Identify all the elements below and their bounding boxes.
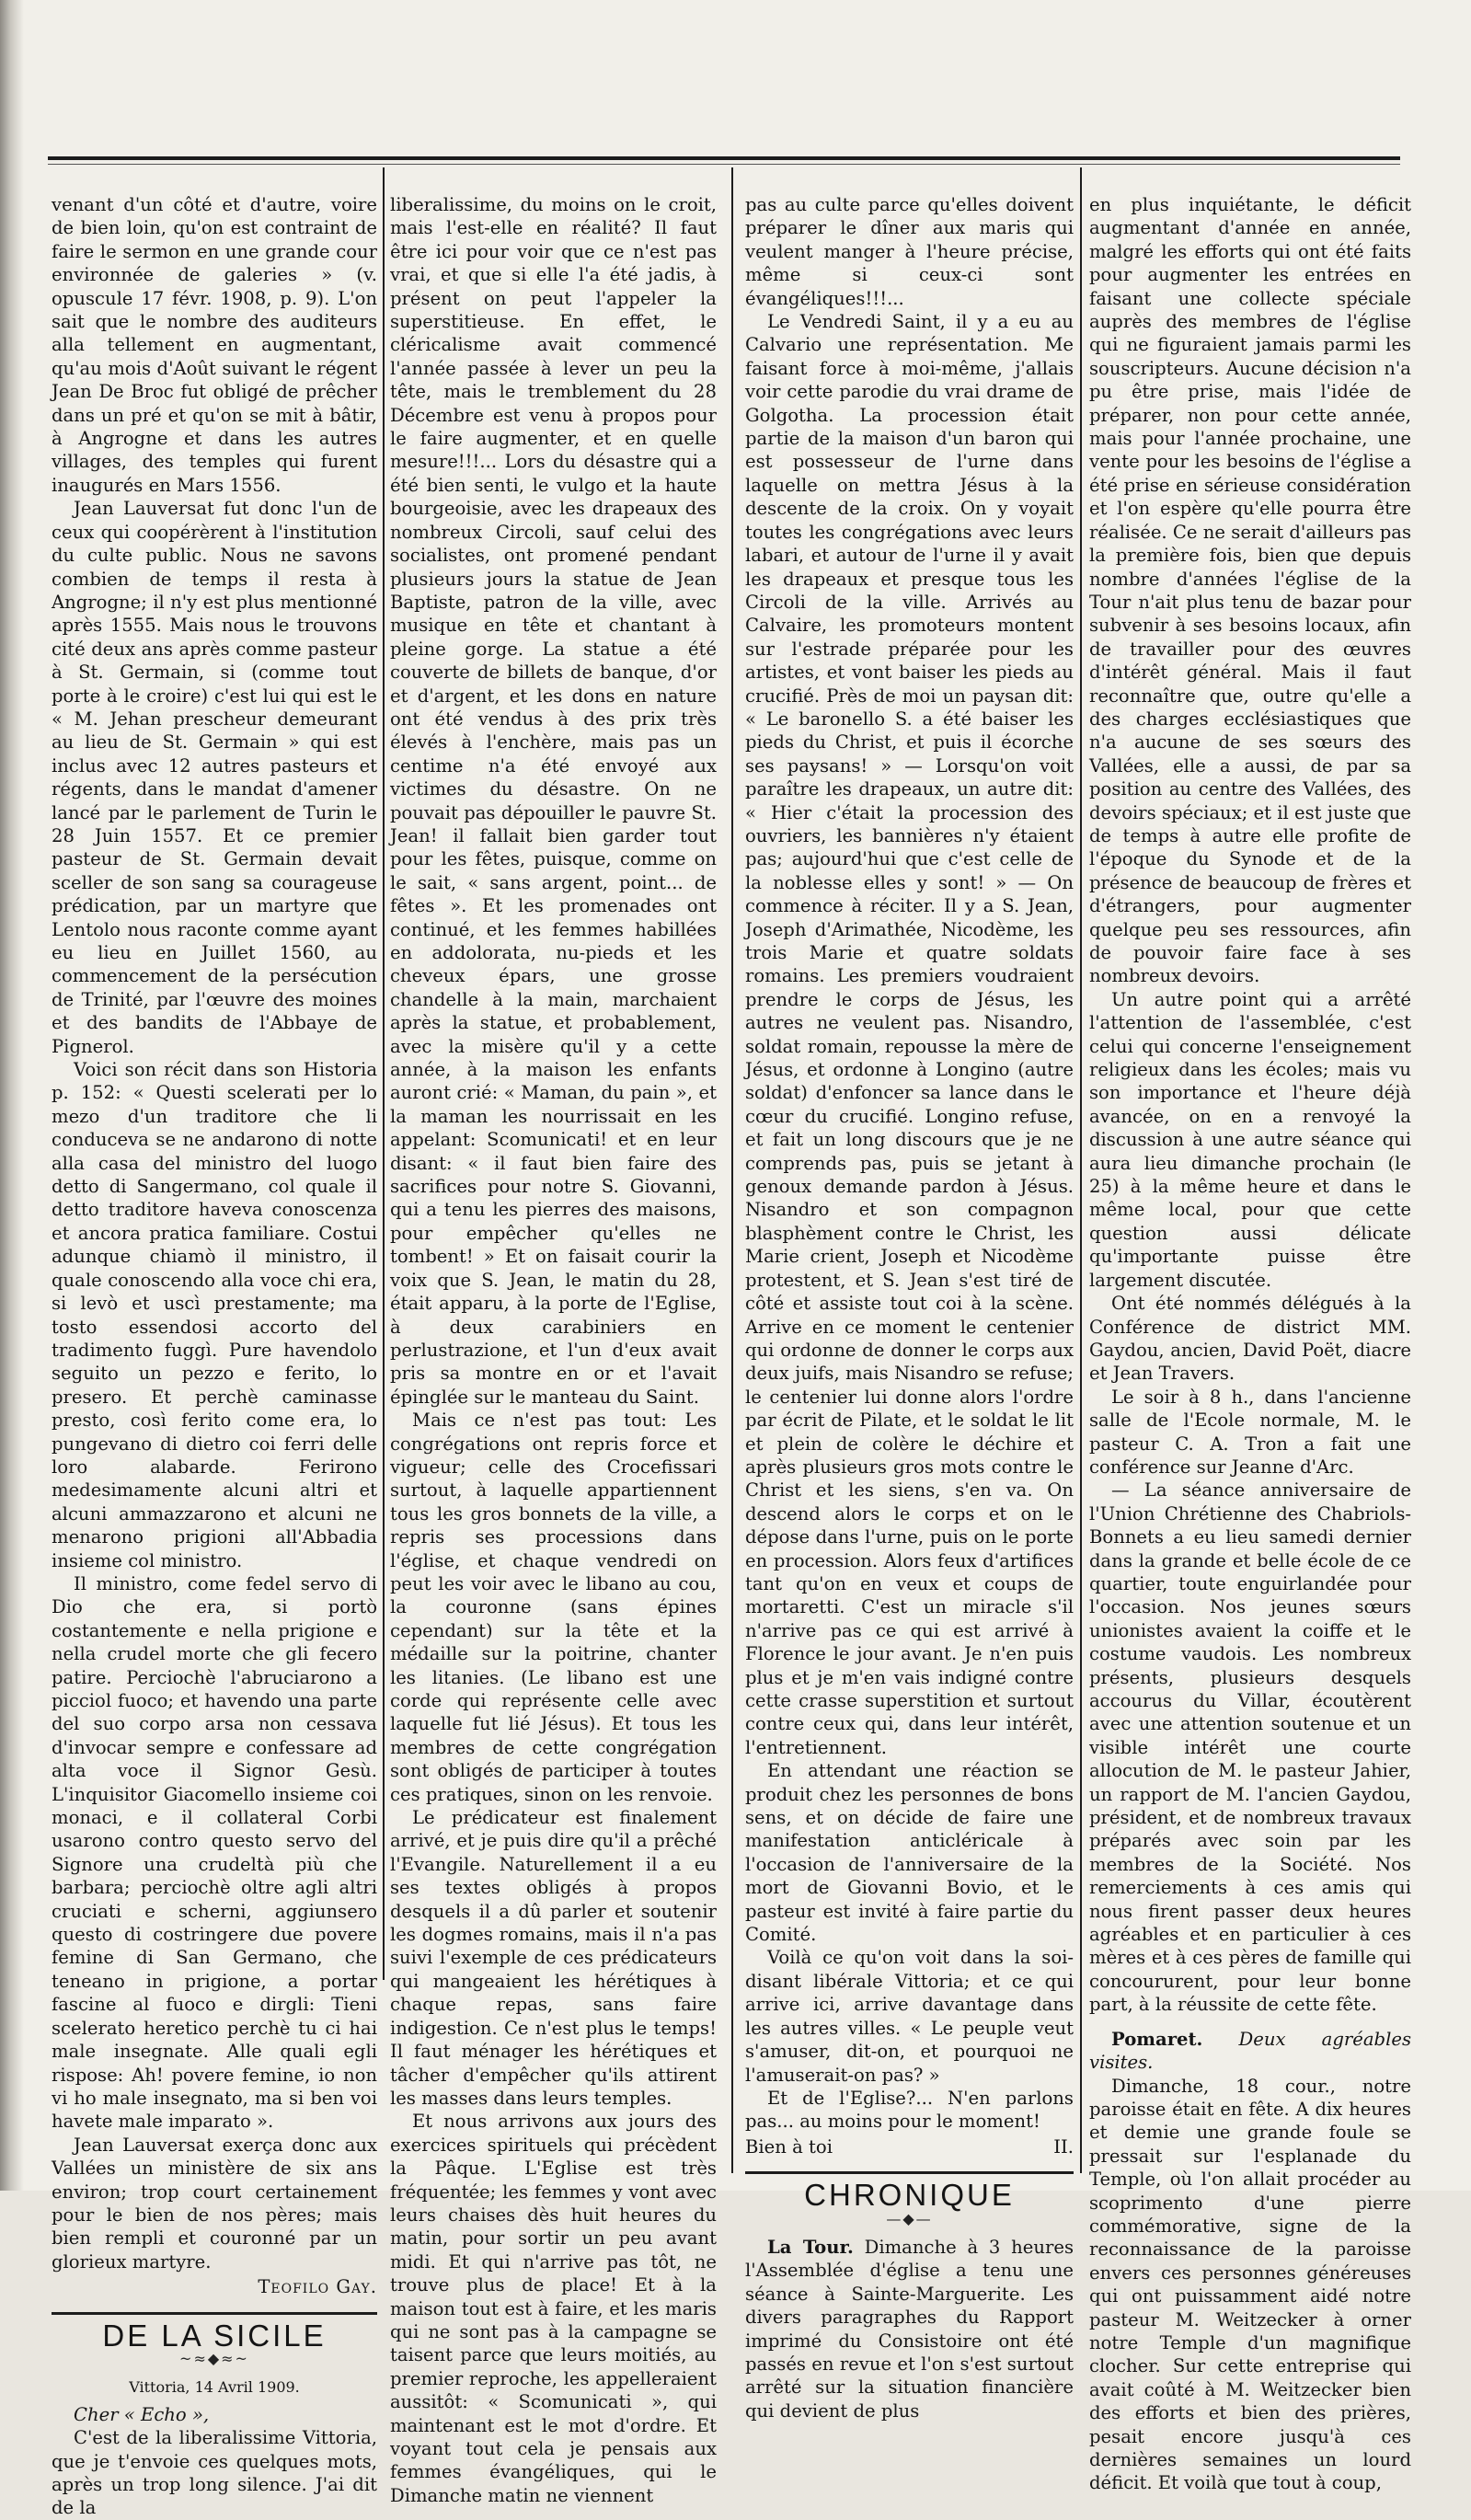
dateline: Vittoria, 14 Avril 1909. (129, 2378, 300, 2397)
news-item-lead: Pomaret. (1111, 2028, 1203, 2050)
article-paragraph: Et de l'Eglise?... N'en parlons pas... au moins pour le moment! (745, 2087, 1074, 2133)
page-edge-shadow (0, 0, 24, 2191)
news-item-subtitle: Deux agréables visites. (1089, 2028, 1412, 2074)
section-title-chronique: CHRONIQUE (804, 2178, 1015, 2213)
article-paragraph: Le Vendredi Saint, il y a eu au Calvario une représentation. Me faisant force à moi-même, j'allais voir cette parodie du vrai drame de Golgotha. La procession était partie de la maison d'un baron qui est possesseur de l'urne dans laquelle on mettra Jésus à la descente de la croix. On y voyait toutes les congrégations avec leurs labari, et autour de l'urne il y avait les drapeaux et presque tous les Circoli de la ville. Arrivés au Calvaire, les promoteurs montent sur l'estrade préparée pour les artistes, et vont baiser les pieds au crucifié. Près de moi un paysan dit: « Le baronello S. a été baiser les pieds du Christ, et puis il écorche ses paysans! » — Lorsqu'on voit paraître les drapeaux, un autre dit: « Hier c'était la procession des ouvriers, les bannières n'y étaient pas; aujourd'hui que c'est celle de la noblesse elles y sont! » — On commence à réciter. Il y a S. Jean, Joseph d'Arimathée, Nicodème, les trois Marie et quatre soldats romains. Les premiers voudraient prendre le corps de Jésus, les autres ne veulent pas. Nisandro, soldat romain, repousse la mère de Jésus, et ordonne à Longino (autre soldat) d'enfoncer sa lance dans le cœur du crucifié. Longino refuse, et fait un long discours que je ne comprends pas, puis se jetant à genoux demande pardon à Jésus. Nisandro et son compagnon blasphèment contre le Christ, les Marie crient, Joseph et Nicodème protestent, et S. Jean s'est tiré de côté et assiste tout coi à la scène. Arrive en ce moment le centenier qui ordonne de donner le corps aux deux juifs, mais Nisandro se refuse; le centenier lui donne alors l'ordre par écrit de Pilate, et le soldat le lit et plein de colère le déchire et après plusieurs gros mots contre le Christ et les siens, s'en va. On descend alors le corps et on le dépose dans l'urne, puis on le porte en procession. Alors feux d'artifices tant qu'on en veux et coups de mortaretti. C'est un miracle s'il n'arrive pas ce qui est arrivé à Florence le jour avant. Je n'en puis plus et je m'en vais indigné contre cette crasse superstition et surtout contre ceux qui, dans leur intérêt, l'entretiennent. (745, 311, 1074, 1758)
letter-salutation: Cher « Echo », (74, 2403, 210, 2425)
title-flourish: —◆— (886, 2209, 933, 2227)
article-paragraph: — La séance anniversaire de l'Union Chrétienne des Chabriols-Bonnets a eu lieu samedi dernier dans la grande et belle école de ce quartier, toute enguirlandée pour l'occasion. Nos jeunes sœurs unionistes avaient la coiffe et le costume vaudois. Les nombreux présents, plusieurs desquels accourus du Villar, écoutèrent avec une attention soutenue et un visible intérêt une courte allocution de M. le pasteur Jahier, un rapport de M. l'ancien Gaydou, président, et de nombreux travaux préparés avec soin par les membres de la Société. Nos remerciements à ces amis qui nous firent passer deux heures agréables et en particulier à ces mères et à ces pères de famille qui concoururent, pour leur bonne part, à la réussite de cette fête. (1089, 1479, 1411, 2016)
title-flourish: ~≈◆≈~ (179, 2349, 249, 2367)
article-paragraph: Mais ce n'est pas tout: Les congrégations ont repris force et vigueur; celle des Crocefissari surtout, à laquelle appartiennent tous les gros bonnets de la ville, a repris ses processions dans l'église, et chaque vendredi on peut les voir avec le libano au cou, la couronne (sans épines cependant) sur la tête et la médaille sur la poitrine, chanter les litanies. (Le libano est une corde qui représente celle avec laquelle fut lié Jésus). Et tous les membres de cette congrégation sont obligés de participer à toutes ces pratiques, sinon on les renvoie. (390, 1410, 717, 1805)
article-paragraph: Voilà ce qu'on voit dans la soi-disant libérale Vittoria; et ce qui arrive ici, arrive davantage dans les autres villes. « Le peuple veut s'amuser, dit-on, et pourquoi ne l'amuserait-on pas? » (745, 1947, 1074, 2086)
article-paragraph: pas au culte parce qu'elles doivent préparer le dîner aux maris qui veulent manger à l'heure précise, même si ceux-ci sont évangéliques!!!... (745, 194, 1074, 309)
article-paragraph: Le soir à 8 h., dans l'ancienne salle de l'Ecole normale, M. le pasteur C. A. Tron a fait une conférence sur Jeanne d'Arc. (1089, 1386, 1411, 1478)
article-paragraph: Dimanche, 18 cour., notre paroisse était en fête. A dix heures et demie une grande foule se pressait sur l'esplanade du Temple, où l'on allait procéder au scoprimento d'une pierre commémorative, signe de la reconnaissance de la paroisse envers ces personnes généreuses qui ont puissamment aidé notre pasteur M. Weitzecker à orner notre Temple d'un magnifique clocher. Sur cette entreprise qui avait coûté à M. Weitzecker bien des efforts et bien des prières, pesait encore jusqu'à ces dernières semaines un lourd déficit. Et voilà que tout à coup, (1089, 2075, 1411, 2494)
section-title-sicile: DE LA SICILE (102, 2318, 327, 2353)
article-paragraph: Jean Lauversat exerça donc aux Vallées un ministère de six ans environ; trop court certainement pour le bien de nos pères; mais bien rempli et couronné par un glorieux martyre. (52, 2134, 377, 2273)
signoff-greeting: Bien à toi (745, 2135, 833, 2158)
article-paragraph: Il ministro, come fedel servo di Dio che era, si portò costantemente e nella prigione e nella crudel morte che gli fecero patire. Perciochè l'abruciarono a picciol fuoco; et havendo una parte del suo corpo arsa non cessava d'invocar sempre e confessare ad alta voce il Signor Gesù. L'inquisitor Giacomello insieme coi monaci, e il collateral Corbi usarono contro questo servo del Signore una crudeltà più che barbara; perciochè oltre agli altri cruciati e scherni, aggiunsero questo di costringere due povere femine di San Germano, che teneano in prigione, a portar fascine al fuoco e dirgli: Tieni scelerato heretico perchè tu ci hai male insegnate. Alle quali egli rispose: Ah! povere femine, io non vi ho male insegnato, ma si ben voi havete male imparato ». (52, 1572, 377, 2133)
news-item-pomaret (1089, 2028, 1411, 2075)
article-paragraph: venant d'un côté et d'autre, voire de bien loin, qu'on est contraint de faire le sermon en une grande cour environnée de galeries » (v. opuscule 17 févr. 1908, p. 9). L'on sait que le nombre des auditeurs alla tellement en augmentant, qu'au mois d'Août suivant le régent Jean De Broc fut obligé de prêcher dans un pré et qu'on se mit à bâtir, à Angrogne et dans les autres villages, des temples qui furent inaugurés en Mars 1556. (52, 194, 377, 496)
column-divider-3 (1080, 167, 1082, 2173)
article-paragraph: en plus inquiétante, le déficit augmentant d'année en année, malgré les efforts qui ont été faits pour augmenter les entrées en faisant une collecte spéciale auprès des membres de l'église qui ne figuraient jamais parmi les souscripteurs. Aucune décision n'a pu être prise, mais l'idée de préparer, non pour cette année, mais pour l'année prochaine, une vente pour les besoins de l'église a été prise en sérieuse considération et l'on espère qu'elle pourra être réalisée. Ce ne serait d'ailleurs pas la première fois, bien que depuis nombre d'années l'église de la Tour n'ait plus tenu de bazar pour subvenir à ses besoins locaux, afin de travailler pour des œuvres d'intérêt général. Mais il faut reconnaître que, outre qu'elle a des charges ecclésiastiques que n'a aucune de ses sœurs des Vallées, elle a aussi, de par sa position au centre des Vallées, des devoirs spéciaux; et il est juste que de temps à autre elle profite de l'époque du Synode et de la présence de beaucoup de frères et d'étrangers, pour augmenter quelque peu ses ressources, afin de pouvoir faire face à ses nombreux devoirs. (1089, 194, 1411, 987)
article-paragraph: Le prédicateur est finalement arrivé, et je puis dire qu'il a prêché l'Evangile. Naturellement il a eu ses textes obligés à propos desquels il a dû parler et soutenir les dogmes romains, mais il n'a pas suivi l'exemple de ces prédicateurs qui mangeaient les hérétiques à chaque repas, sans faire indigestion. Ce n'est plus le temps! Il faut ménager les hérétiques et tâcher d'empêcher qu'ils attirent les masses dans leurs temples. (390, 1807, 717, 2109)
header-rule-thin (48, 164, 1400, 165)
news-item-text: Dimanche à 3 heures l'Assemblée d'église a tenu une séance à Sainte-Marguerite. Les divers paragraphes du Rapport imprimé du Consistoire ont été passés en revue et l'on s'est surtout arrêté sur la situation financière qui devient de plus (745, 2236, 1074, 2422)
article-paragraph: Et nous arrivons aux jours des exercices spirituels qui précèdent la Pâque. L'Eglise est très fréquentée; les femmes y vont avec leurs chaises dès huit heures du matin, pour sortir un peu avant midi. Et qui n'arrive pas tôt, ne trouve plus de place! Et à la maison tout est à faire, et les maris qui ne sont pas à la campagne se taisent parce que leurs moitiés, au premier reproche, les appelleraient aussitôt: « Scomunicati », qui maintenant est le mot d'ordre. Et voyant tout cela je pensais aux femmes évangéliques, qui le Dimanche matin ne viennent (390, 2111, 717, 2506)
section-separator (52, 2312, 377, 2315)
article-signature: Teofilo Gay. (258, 2276, 377, 2298)
signoff-initials: II. (1053, 2135, 1074, 2158)
header-rule (48, 156, 1400, 160)
article-paragraph: liberalissime, du moins on le croit, mais l'est-elle en réalité? Il faut être ici pour voir que ce n'est pas vrai, et que si elle l'a été jadis, à présent on peut l'appeler la superstitieuse. En effet, le cléricalisme avait commencé l'année passée à lever un peu la tête, mais le tremblement du 28 Décembre est venu à propos pour le faire augmenter, et en quelle mesure!!!... Lors du désastre qui a été bien senti, le vulgo et la haute bourgeoisie, avec les drapeaux des nombreux Circoli, sauf celui des socialistes, ont promené pendant plusieurs jours la statue de Jean Baptiste, patron de la ville, avec musique en tête et chantant à pleine gorge. La statue a été couverte de billets de banque, d'or et d'argent, et les dons en nature ont été vendus à des prix très élevés à l'enchère, mais pas un centime n'a été envoyé aux victimes du désastre. On ne pouvait pas dépouiller le pauvre St. Jean! il fallait bien garder tout pour les fêtes, puisque, comme on le sait, « sans argent, point... de fêtes ». Et les promenades ont continué, et les femmes habillées en addolorata, nu-pieds et les cheveux épars, une grosse chandelle à la main, marchaient après la statue, et probablement, avec la misère qu'il y a cette année, à la maison les enfants auront crié: « Maman, du pain », et la maman les nourrissait en les appelant: Scomunicati! et en leur disant: « il faut bien faire des sacrifices pour notre S. Giovanni, qui a tenu les pierres des maisons, pour empêcher qu'elles ne tombent! » Et on faisait courir la voix que S. Jean, le matin du 28, était apparu, à la porte de l'Eglise, à deux carabiniers en perlustrazione, et l'un d'eux avait pris sa montre en or et l'avait épinglée sur le manteau du Saint. (390, 194, 717, 1408)
news-item-lead: La Tour. (767, 2236, 854, 2258)
column-divider-2 (731, 167, 733, 2173)
article-paragraph: C'est de la liberalissime Vittoria, que je t'envoie ces quelques mots, après un trop long silence. J'ai dit de la (52, 2427, 377, 2519)
column-2 (390, 193, 717, 2507)
article-paragraph: Un autre point qui a arrêté l'attention de l'assemblée, c'est celui qui concerne l'enseignement religieux dans les écoles; mais vu son importance et l'heure déjà avancée, on en a renvoyé la discussion à une autre séance qui aura lieu dimanche prochain (le 25) à la même heure et dans le même local, pour que cette question aussi délicate qu'importante puisse être largement discutée. (1089, 988, 1411, 1291)
column-4 (1089, 193, 1411, 2495)
article-paragraph: Jean Lauversat fut donc l'un de ceux qui coopérèrent à l'institution du culte public. Nous ne savons combien de temps il resta à Angrogne; il n'y est plus mentionné après 1555. Mais nous le trouvons cité deux ans après comme pasteur à St. Germain, si (comme tout porte à le croire) c'est lui qui est le « M. Jehan prescheur demeurant au lieu de St. Germain » qui est inclus avec 12 autres pasteurs et régents, dans le mandat d'amener lancé par le parlement de Turin le 28 Juin 1557. Et ce premier pasteur de St. Germain devait sceller de son sang sa courageuse prédication, par un martyre que Lentolo nous raconte comme ayant eu lieu en Juillet 1560, au commencement de la persécution de Trinité, par l'œuvre des moines et des bandits de l'Abbaye de Pignerol. (52, 498, 377, 1057)
column-3 (745, 193, 1074, 2422)
article-paragraph: En attendant une réaction se produit chez les personnes de bons sens, et on décide de faire une manifestation anticléricale à l'occasion de l'anniversaire de la mort de Giovanni Bovio, et le pasteur est invité à faire partie du Comité. (745, 1760, 1074, 1946)
column-1 (52, 193, 377, 2520)
column-divider-1 (383, 167, 385, 1980)
section-separator (745, 2171, 1074, 2174)
letter-signoff (745, 2135, 1074, 2158)
article-paragraph: Ont été nommés délégués à la Conférence de district MM. Gaydou, ancien, David Poët, diacre et Jean Travers. (1089, 1293, 1411, 1385)
article-paragraph: Voici son récit dans son Historia p. 152: « Questi scelerati per lo mezo d'un traditore che li conduceva se ne andarono di notte alla casa del ministro del luogo detto di Sangermano, col quale il detto traditore haveva conoscenza et ancora pratica familiare. Costui adunque chiamò il ministro, il quale conoscendo alla voce chi era, si levò et uscì prestamente; ma tosto essendosi accorto del tradimento fuggì. Pure havendolo seguito un pezzo e ferito, lo presero. Et perchè caminasse presto, così ferito come era, lo pungevano di dietro coi ferri delle loro alabarde. Ferirono medesimamente alcuni altri et alcuni ammazzarono et alcuni ne menarono prigioni all'Abbadia insieme col ministro. (52, 1059, 377, 1571)
news-item-la-tour (745, 2236, 1074, 2422)
